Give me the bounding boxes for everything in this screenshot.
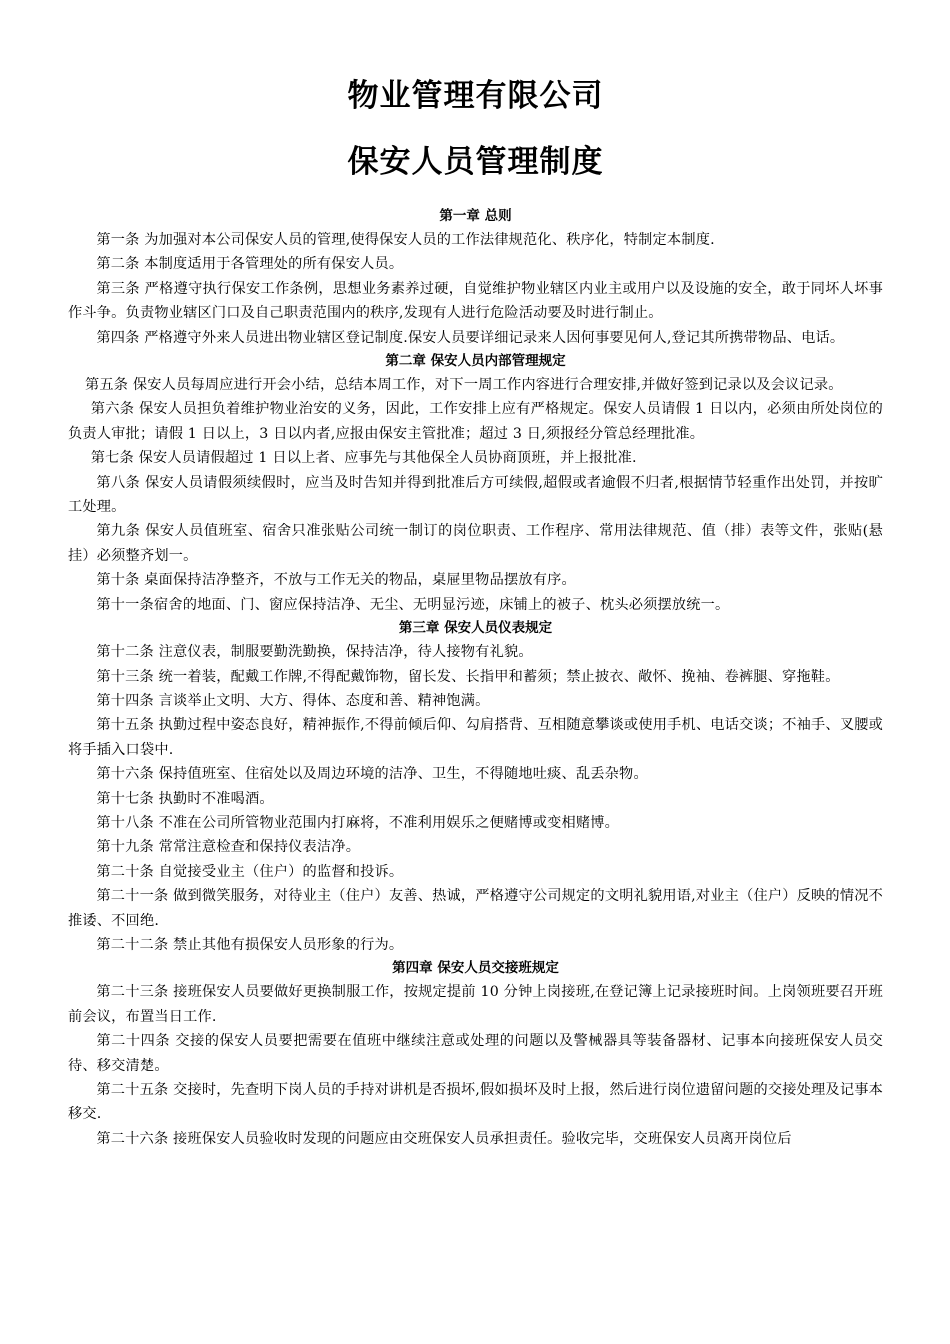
article-15: 第十五条 执勤过程中姿态良好，精神振作,不得前倾后仰、勾肩搭背、互相随意攀谈或使用手机、电话交谈；不袖手、叉腰或将手插入口袋中. — [68, 717, 883, 758]
chapter-3 — [68, 617, 883, 957]
chapter-heading: 第二章 保安人员内部管理规定 — [385, 353, 566, 370]
article-13: 第十三条 统一着装，配戴工作牌,不得配戴饰物，留长发、长指甲和蓄须；禁止披衣、敞怀、挽袖、卷裤腿、穿拖鞋。 — [96, 668, 840, 685]
article-23: 第二十三条 接班保安人员要做好更换制服工作，按规定提前 10 分钟上岗接班,在登记簿上记录接班时间。上岗领班要召开班前会议，布置当日工作. — [68, 984, 883, 1025]
article-18: 第十八条 不准在公司所管物业范围内打麻将，不准利用娱乐之便赌博或变相赌博。 — [96, 814, 620, 831]
article-9: 第九条 保安人员值班室、宿舍只准张贴公司统一制订的岗位职责、工作程序、常用法律规范、值（排）表等文件，张贴(悬挂）必须整齐划一。 — [68, 523, 883, 564]
company-title: 物业管理有限公司 — [347, 78, 604, 114]
chapter-4 — [68, 957, 883, 1151]
article-19: 第十九条 常常注意检查和保持仪表洁净。 — [96, 839, 361, 856]
document-page — [68, 70, 883, 1151]
article-3: 第三条 严格遵守执行保安工作条例，思想业务素养过硬，自觉维护物业辖区内业主或用户以及设施的安全，敢于同坏人坏事作斗争。负责物业辖区门口及自己职责范围内的秩序,发现有人进行危险活动要及时进行制止。 — [68, 280, 883, 322]
article-21: 第二十一条 做到微笑服务，对待业主（住户）友善、热诚，严格遵守公司规定的文明礼貌用语,对业主（住户）反映的情况不推诿、不回绝. — [68, 888, 883, 929]
article-16: 第十六条 保持值班室、住宿处以及周边环境的洁净、卫生，不得随地吐痰、乱丢杂物。 — [96, 766, 648, 783]
chapter-heading: 第四章 保安人员交接班规定 — [392, 960, 559, 977]
chapter-1 — [68, 205, 883, 350]
chapter-heading: 第三章 保安人员仪表规定 — [398, 620, 553, 637]
article-11: 第十一条宿舍的地面、门、窗应保持洁净、无尘、无明显污迹，床铺上的被子、枕头必须摆放统一。 — [96, 596, 730, 613]
article-14: 第十四条 言谈举止文明、大方、得体、态度和善、精神饱满。 — [96, 692, 490, 709]
article-8: 第八条 保安人员请假须续假时，应当及时告知并得到批准后方可续假,超假或者逾假不归者,根据情节轻重作出处罚，并按旷工处理。 — [68, 474, 883, 516]
chapter-2 — [68, 350, 883, 617]
article-20: 第二十条 自觉接受业主（住户）的监督和投诉。 — [96, 863, 404, 880]
chapter-heading: 第一章 总则 — [439, 208, 512, 224]
article-22: 第二十二条 禁止其他有损保安人员形象的行为。 — [96, 936, 404, 953]
article-7: 第七条 保安人员请假超过 1 日以上者、应事先与其他保全人员协商顶班，并上报批准. — [90, 450, 637, 467]
article-2: 第二条 本制度适用于各管理处的所有保安人员。 — [96, 256, 404, 273]
article-4: 第四条 严格遵守外来人员进出物业辖区登记制度.保安人员要详细记录来人因何事要见何人,登记其所携带物品、电话。 — [96, 329, 845, 346]
article-5: 第五条 保安人员每周应进行开会小结，总结本周工作，对下一周工作内容进行合理安排,并做好签到记录以及会议记录。 — [85, 377, 843, 394]
article-6: 第六条 保安人员担负着维护物业治安的义务，因此，工作安排上应有严格规定。保安人员请假 1 日以内，必须由所处岗位的负责人审批；请假 1 日以上，3 日以内者,应报由保安主管批准；超过 3 日,须报经分管总经理批准。 — [68, 401, 883, 442]
article-26: 第二十六条 接班保安人员验收时发现的问题应由交班保安人员承担责任。验收完毕，交班保安人员离开岗位后 — [96, 1130, 792, 1147]
document-title: 保安人员管理制度 — [347, 144, 604, 180]
article-25: 第二十五条 交接时，先查明下岗人员的手持对讲机是否损坏,假如损坏及时上报，然后进行岗位遗留问题的交接处理及记事本移交. — [68, 1082, 883, 1123]
article-24: 第二十四条 交接的保安人员要把需要在值班中继续注意或处理的问题以及警械器具等装备器材、记事本向接班保安人员交待、移交清楚。 — [68, 1033, 883, 1074]
article-10: 第十条 桌面保持洁净整齐，不放与工作无关的物品，桌屉里物品摆放有序。 — [96, 572, 576, 589]
article-12: 第十二条 注意仪表，制服要勤洗勤换，保持洁净，待人接物有礼貌。 — [96, 644, 533, 661]
article-17: 第十七条 执勤时不准喝酒。 — [96, 790, 274, 807]
article-1: 第一条 为加强对本公司保安人员的管理,使得保安人员的工作法律规范化、秩序化，特制定本制度. — [96, 232, 715, 248]
